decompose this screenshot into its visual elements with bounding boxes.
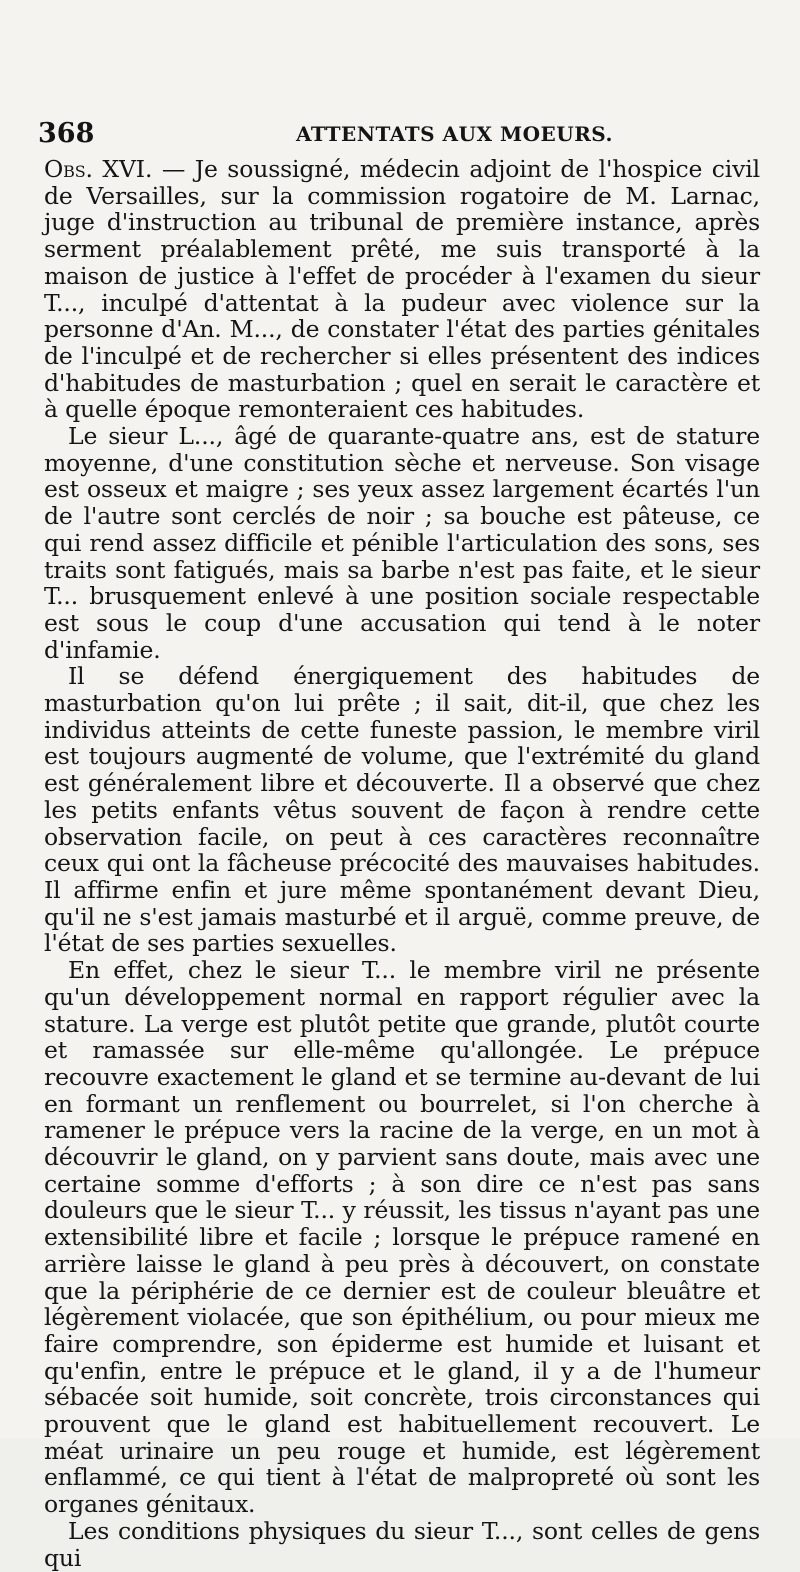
page-number: 368 [38,118,95,149]
paragraph-3: Il se défend énergiquement des habitudes de masturbation qu'on lui prête ; il sait, dit-il, que chez les individus atteints de cette funeste passion, le membre viril est toujours augmenté de volume, que l'extrémité du gland est généralement libre et découverte. Il a observé que chez les petits enfants vêtus souvent de façon à rendre cette observation facile, on peut à ces caractères reconnaître ceux qui ont la fâcheuse précocité des mauvaises habitudes. Il affirme enfin et jure même spontanément devant Dieu, qu'il ne s'est jamais masturbé et il arguë, comme preuve, de l'état de ses parties sexuelles. [44,662,760,958]
body-text [44,156,760,1571]
page-header [38,118,760,158]
paragraph-2: Le sieur L..., âgé de quarante-quatre ans, est de stature moyenne, d'une constitution sèche et nerveuse. Son visage est osseux et maigre ; ses yeux assez largement écartés l'un de l'autre sont cerclés de noir ; sa bouche est pâteuse, ce qui rend assez difficile et pénible l'articulation des sons, ses traits sont fatigués, mais sa barbe n'est pas faite, et le sieur T... brusquement enlevé à une position sociale respectable est sous le coup d'une accusation qui tend à le noter d'infamie. [44,422,760,664]
observation-label: Obs. XVI. [44,155,153,183]
paragraph-4: En effet, chez le sieur T... le membre viril ne présente qu'un développement normal en rapport régulier avec la stature. La verge est plutôt petite que grande, plutôt courte et ramassée sur elle-même qu'allongée. Le prépuce recouvre exactement le gland et se termine au-devant de lui en formant un renflement ou bourrelet, si l'on cherche à ramener le prépuce vers la racine de la verge, en un mot à découvrir le gland, on y parvient sans doute, mais avec une certaine somme d'efforts ; à son dire ce n'est pas sans douleurs que le sieur T... y réussit, les tissus n'ayant pas une extensibilité libre et facile ; lorsque le prépuce ramené en arrière laisse le gland à peu près à découvert, on constate que la périphérie de ce dernier est de couleur bleuâtre et légèrement violacée, que son épithélium, ou pour mieux me faire comprendre, son épiderme est humide et luisant et qu'enfin, entre le prépuce et le gland, il y a de l'humeur sébacée soit humide, soit concrète, trois circonstances qui prouvent que le gland est habituellement recouvert. Le méat urinaire un peu rouge et humide, est légèrement enflammé, ce qui tient à l'état de malpropreté où sont les organes génitaux. [44,956,760,1519]
running-title: ATTENTATS AUX MOEURS. [296,122,614,146]
paragraph-1 [44,156,760,423]
bleed-through-text [280,78,760,108]
paragraph-5: Les conditions physiques du sieur T..., sont celles de gens qui [44,1516,760,1572]
paragraph-1-text: — Je soussigné, médecin adjoint de l'hospice civil de Versailles, sur la commission rogatoire de M. Larnac, juge d'instruction au tribunal de première instance, après serment préalablement prêté, me suis transporté à la maison de justice à l'effet de procéder à l'examen du sieur T..., inculpé d'attentat à la pudeur avec violence sur la personne d'An. M..., de constater l'état des parties génitales de l'inculpé et de rechercher si elles présentent des indices d'habitudes de masturbation ; quel en serait le caractère et à quelle époque remonteraient ces habitudes. [44,155,761,424]
